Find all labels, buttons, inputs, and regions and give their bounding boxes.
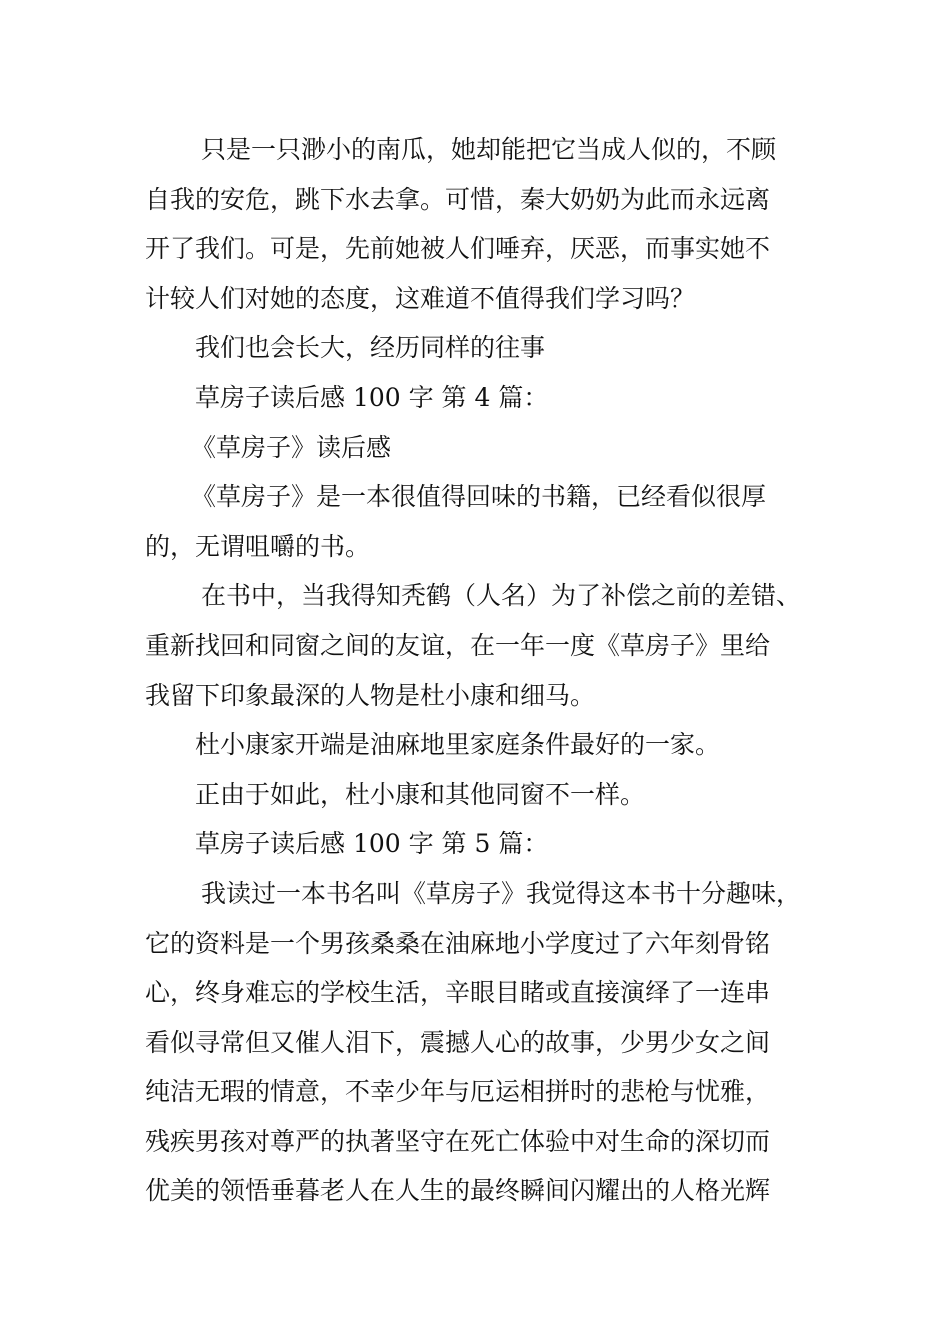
article-title (145, 423, 825, 473)
text-line: 开了我们。可是，先前她被人们唾弃，厌恶，而事实她不 (145, 234, 771, 264)
document-body (145, 125, 825, 1216)
text-line: 残疾男孩对尊严的执著坚守在死亡体验中对生命的深切而 (145, 1126, 771, 1156)
paragraph (145, 770, 825, 820)
text-line: 纯洁无瑕的情意，不幸少年与厄运相拼时的悲枪与忧雅， (145, 1077, 771, 1107)
text-line: 看似寻常但又催人泪下，震撼人心的故事，少男少女之间 (145, 1027, 771, 1057)
text-line: 优美的领悟垂暮老人在人生的最终瞬间闪耀出的人格光辉 (145, 1176, 771, 1206)
text-line: 草房子读后感 100 字 第 4 篇： (195, 382, 549, 412)
text-line: 只是一只渺小的南瓜，她却能把它当成人似的，不顾 (201, 135, 777, 164)
text-line: 杜小康家开端是油麻地里家庭条件最好的一家。 (195, 730, 721, 760)
section-heading (145, 373, 825, 423)
paragraph (145, 571, 825, 720)
text-line: 在书中，当我得知秃鹤（人名）为了补偿之前的差错、 (201, 581, 802, 611)
text-line: 《草房子》是一本很值得回味的书籍，已经看似很厚 (191, 482, 767, 512)
text-line: 我留下印象最深的人物是杜小康和细马。 (145, 680, 596, 710)
paragraph (145, 720, 825, 770)
text-line: 的，无谓咀嚼的书。 (145, 531, 371, 561)
text-line: 它的资料是一个男孩桑桑在油麻地小学度过了六年刻骨铭 (145, 928, 771, 958)
text-line: 正由于如此，杜小康和其他同窗不一样。 (195, 779, 646, 809)
text-line: 我们也会长大，经历同样的往事 (195, 333, 546, 363)
text-line: 计较人们对她的态度，这难道不值得我们学习吗？ (145, 283, 696, 313)
text-line: 《草房子》读后感 (191, 432, 392, 462)
text-line: 重新找回和同窗之间的友谊，在一年一度《草房子》里给 (145, 630, 771, 660)
text-line: 我读过一本书名叫《草房子》我觉得这本书十分趣味， (201, 878, 802, 908)
text-line: 自我的安危，跳下水去拿。可惜，秦大奶奶为此而永远离 (145, 184, 771, 214)
text-line: 草房子读后感 100 字 第 5 篇： (195, 829, 549, 859)
paragraph (145, 869, 825, 1216)
paragraph (145, 323, 825, 373)
text-line: 心，终身难忘的学校生活，辛眼目睹或直接演绎了一连串 (145, 978, 771, 1008)
section-heading (145, 819, 825, 869)
paragraph (145, 125, 825, 323)
paragraph (145, 472, 825, 571)
